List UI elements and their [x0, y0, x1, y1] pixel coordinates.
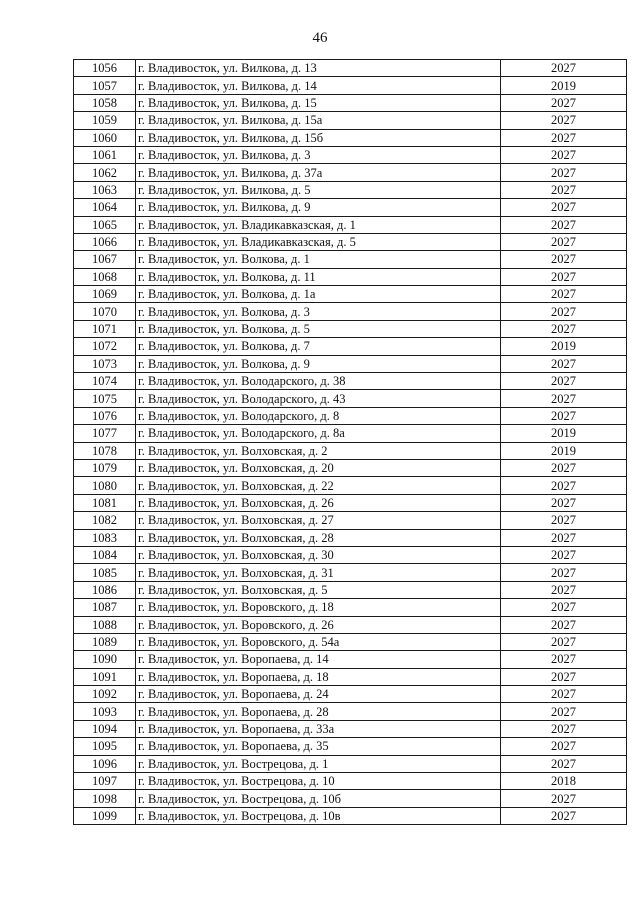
year-cell: 2027 — [501, 373, 627, 390]
table-row — [74, 616, 627, 633]
address-cell: г. Владивосток, ул. Вилкова, д. 13 — [136, 60, 501, 77]
year-cell: 2027 — [501, 703, 627, 720]
row-number-cell: 1095 — [74, 738, 136, 755]
row-number-cell: 1061 — [74, 146, 136, 163]
table-row — [74, 686, 627, 703]
page-number: 46 — [312, 30, 328, 46]
table-row — [74, 425, 627, 442]
address-cell: г. Владивосток, ул. Волховская, д. 31 — [136, 564, 501, 581]
row-number-cell: 1098 — [74, 790, 136, 807]
row-number-cell: 1071 — [74, 320, 136, 337]
year-cell: 2027 — [501, 599, 627, 616]
table-row — [74, 181, 627, 198]
address-cell: г. Владивосток, ул. Владикавказская, д. 1 — [136, 216, 501, 233]
year-cell: 2027 — [501, 616, 627, 633]
table-row — [74, 60, 627, 77]
year-cell: 2027 — [501, 512, 627, 529]
year-cell: 2027 — [501, 459, 627, 476]
year-cell: 2027 — [501, 790, 627, 807]
table-row — [74, 755, 627, 772]
year-cell: 2027 — [501, 564, 627, 581]
row-number-cell: 1057 — [74, 77, 136, 94]
table-row — [74, 94, 627, 111]
address-cell: г. Владивосток, ул. Вилкова, д. 37а — [136, 164, 501, 181]
row-number-cell: 1087 — [74, 599, 136, 616]
table-row — [74, 77, 627, 94]
row-number-cell: 1082 — [74, 512, 136, 529]
address-cell: г. Владивосток, ул. Вилкова, д. 9 — [136, 199, 501, 216]
address-cell: г. Владивосток, ул. Вилкова, д. 15а — [136, 112, 501, 129]
row-number-cell: 1084 — [74, 546, 136, 563]
table-row — [74, 129, 627, 146]
address-cell: г. Владивосток, ул. Вострецова, д. 10в — [136, 807, 501, 824]
address-cell: г. Владивосток, ул. Волкова, д. 7 — [136, 338, 501, 355]
address-cell: г. Владивосток, ул. Волкова, д. 5 — [136, 320, 501, 337]
row-number-cell: 1081 — [74, 494, 136, 511]
address-cell: г. Владивосток, ул. Волховская, д. 5 — [136, 581, 501, 598]
year-cell: 2027 — [501, 286, 627, 303]
table-row — [74, 286, 627, 303]
address-cell: г. Владивосток, ул. Володарского, д. 8 — [136, 407, 501, 424]
address-cell: г. Владивосток, ул. Волховская, д. 28 — [136, 529, 501, 546]
year-cell: 2027 — [501, 181, 627, 198]
table-row — [74, 355, 627, 372]
table-row — [74, 442, 627, 459]
year-cell: 2019 — [501, 442, 627, 459]
row-number-cell: 1089 — [74, 633, 136, 650]
row-number-cell: 1056 — [74, 60, 136, 77]
table-row — [74, 546, 627, 563]
table-row — [74, 477, 627, 494]
row-number-cell: 1072 — [74, 338, 136, 355]
year-cell: 2019 — [501, 77, 627, 94]
table-row — [74, 494, 627, 511]
year-cell: 2027 — [501, 199, 627, 216]
table-row — [74, 459, 627, 476]
row-number-cell: 1058 — [74, 94, 136, 111]
row-number-cell: 1088 — [74, 616, 136, 633]
table-row — [74, 112, 627, 129]
address-cell: г. Владивосток, ул. Вострецова, д. 10б — [136, 790, 501, 807]
address-cell: г. Владивосток, ул. Воропаева, д. 14 — [136, 651, 501, 668]
row-number-cell: 1063 — [74, 181, 136, 198]
row-number-cell: 1075 — [74, 390, 136, 407]
address-cell: г. Владивосток, ул. Владикавказская, д. 5 — [136, 233, 501, 250]
table-row — [74, 199, 627, 216]
year-cell: 2027 — [501, 129, 627, 146]
table-row — [74, 164, 627, 181]
table-row — [74, 268, 627, 285]
row-number-cell: 1085 — [74, 564, 136, 581]
row-number-cell: 1086 — [74, 581, 136, 598]
address-cell: г. Владивосток, ул. Вилкова, д. 3 — [136, 146, 501, 163]
address-cell: г. Владивосток, ул. Вилкова, д. 15б — [136, 129, 501, 146]
address-cell: г. Владивосток, ул. Волкова, д. 11 — [136, 268, 501, 285]
year-cell: 2027 — [501, 112, 627, 129]
row-number-cell: 1096 — [74, 755, 136, 772]
row-number-cell: 1062 — [74, 164, 136, 181]
address-cell: г. Владивосток, ул. Воропаева, д. 35 — [136, 738, 501, 755]
table-row — [74, 790, 627, 807]
table-row — [74, 720, 627, 737]
year-cell: 2027 — [501, 390, 627, 407]
year-cell: 2019 — [501, 425, 627, 442]
row-number-cell: 1060 — [74, 129, 136, 146]
address-cell: г. Владивосток, ул. Вострецова, д. 10 — [136, 773, 501, 790]
address-cell: г. Владивосток, ул. Вострецова, д. 1 — [136, 755, 501, 772]
address-cell: г. Владивосток, ул. Волховская, д. 2 — [136, 442, 501, 459]
address-cell: г. Владивосток, ул. Воровского, д. 26 — [136, 616, 501, 633]
row-number-cell: 1092 — [74, 686, 136, 703]
year-cell: 2027 — [501, 146, 627, 163]
year-cell: 2019 — [501, 338, 627, 355]
address-cell: г. Владивосток, ул. Воропаева, д. 28 — [136, 703, 501, 720]
address-cell: г. Владивосток, ул. Волкова, д. 1а — [136, 286, 501, 303]
year-cell: 2027 — [501, 320, 627, 337]
row-number-cell: 1090 — [74, 651, 136, 668]
year-cell: 2027 — [501, 494, 627, 511]
year-cell: 2027 — [501, 94, 627, 111]
address-cell: г. Владивосток, ул. Вилкова, д. 15 — [136, 94, 501, 111]
year-cell: 2027 — [501, 60, 627, 77]
table-row — [74, 233, 627, 250]
table-row — [74, 773, 627, 790]
year-cell: 2027 — [501, 164, 627, 181]
table-row — [74, 407, 627, 424]
address-cell: г. Владивосток, ул. Володарского, д. 43 — [136, 390, 501, 407]
row-number-cell: 1097 — [74, 773, 136, 790]
table-row — [74, 373, 627, 390]
year-cell: 2027 — [501, 268, 627, 285]
table-row — [74, 390, 627, 407]
address-cell: г. Владивосток, ул. Волховская, д. 26 — [136, 494, 501, 511]
table-row — [74, 216, 627, 233]
table-row — [74, 338, 627, 355]
address-cell: г. Владивосток, ул. Воропаева, д. 24 — [136, 686, 501, 703]
table-row — [74, 807, 627, 824]
row-number-cell: 1074 — [74, 373, 136, 390]
year-cell: 2027 — [501, 216, 627, 233]
row-number-cell: 1079 — [74, 459, 136, 476]
year-cell: 2027 — [501, 355, 627, 372]
address-cell: г. Владивосток, ул. Волховская, д. 30 — [136, 546, 501, 563]
table-row — [74, 303, 627, 320]
table-row — [74, 738, 627, 755]
address-cell: г. Владивосток, ул. Волховская, д. 20 — [136, 459, 501, 476]
row-number-cell: 1078 — [74, 442, 136, 459]
table-row — [74, 651, 627, 668]
row-number-cell: 1065 — [74, 216, 136, 233]
year-cell: 2018 — [501, 773, 627, 790]
row-number-cell: 1077 — [74, 425, 136, 442]
year-cell: 2027 — [501, 529, 627, 546]
year-cell: 2027 — [501, 407, 627, 424]
address-cell: г. Владивосток, ул. Воропаева, д. 18 — [136, 668, 501, 685]
address-cell: г. Владивосток, ул. Воровского, д. 54а — [136, 633, 501, 650]
address-cell: г. Владивосток, ул. Вилкова, д. 14 — [136, 77, 501, 94]
table-row — [74, 320, 627, 337]
table-row — [74, 512, 627, 529]
address-cell: г. Владивосток, ул. Вилкова, д. 5 — [136, 181, 501, 198]
row-number-cell: 1091 — [74, 668, 136, 685]
table-body — [74, 60, 627, 825]
address-cell: г. Владивосток, ул. Володарского, д. 38 — [136, 373, 501, 390]
row-number-cell: 1073 — [74, 355, 136, 372]
table-row — [74, 251, 627, 268]
row-number-cell: 1080 — [74, 477, 136, 494]
table-row — [74, 599, 627, 616]
year-cell: 2027 — [501, 633, 627, 650]
table-row — [74, 581, 627, 598]
row-number-cell: 1066 — [74, 233, 136, 250]
row-number-cell: 1099 — [74, 807, 136, 824]
address-cell: г. Владивосток, ул. Володарского, д. 8а — [136, 425, 501, 442]
year-cell: 2027 — [501, 738, 627, 755]
row-number-cell: 1083 — [74, 529, 136, 546]
row-number-cell: 1068 — [74, 268, 136, 285]
table-row — [74, 529, 627, 546]
row-number-cell: 1076 — [74, 407, 136, 424]
address-cell: г. Владивосток, ул. Воропаева, д. 33а — [136, 720, 501, 737]
year-cell: 2027 — [501, 546, 627, 563]
address-cell: г. Владивосток, ул. Воровского, д. 18 — [136, 599, 501, 616]
row-number-cell: 1064 — [74, 199, 136, 216]
year-cell: 2027 — [501, 233, 627, 250]
year-cell: 2027 — [501, 720, 627, 737]
year-cell: 2027 — [501, 755, 627, 772]
table-row — [74, 564, 627, 581]
row-number-cell: 1059 — [74, 112, 136, 129]
table-row — [74, 146, 627, 163]
row-number-cell: 1093 — [74, 703, 136, 720]
address-cell: г. Владивосток, ул. Волховская, д. 22 — [136, 477, 501, 494]
address-cell: г. Владивосток, ул. Волкова, д. 1 — [136, 251, 501, 268]
table-row — [74, 633, 627, 650]
table-row — [74, 668, 627, 685]
row-number-cell: 1070 — [74, 303, 136, 320]
year-cell: 2027 — [501, 251, 627, 268]
housing-registry-table — [73, 59, 627, 825]
year-cell: 2027 — [501, 668, 627, 685]
row-number-cell: 1069 — [74, 286, 136, 303]
year-cell: 2027 — [501, 651, 627, 668]
year-cell: 2027 — [501, 477, 627, 494]
year-cell: 2027 — [501, 807, 627, 824]
year-cell: 2027 — [501, 686, 627, 703]
row-number-cell: 1067 — [74, 251, 136, 268]
address-cell: г. Владивосток, ул. Волховская, д. 27 — [136, 512, 501, 529]
table-row — [74, 703, 627, 720]
address-cell: г. Владивосток, ул. Волкова, д. 3 — [136, 303, 501, 320]
address-cell: г. Владивосток, ул. Волкова, д. 9 — [136, 355, 501, 372]
year-cell: 2027 — [501, 581, 627, 598]
year-cell: 2027 — [501, 303, 627, 320]
row-number-cell: 1094 — [74, 720, 136, 737]
